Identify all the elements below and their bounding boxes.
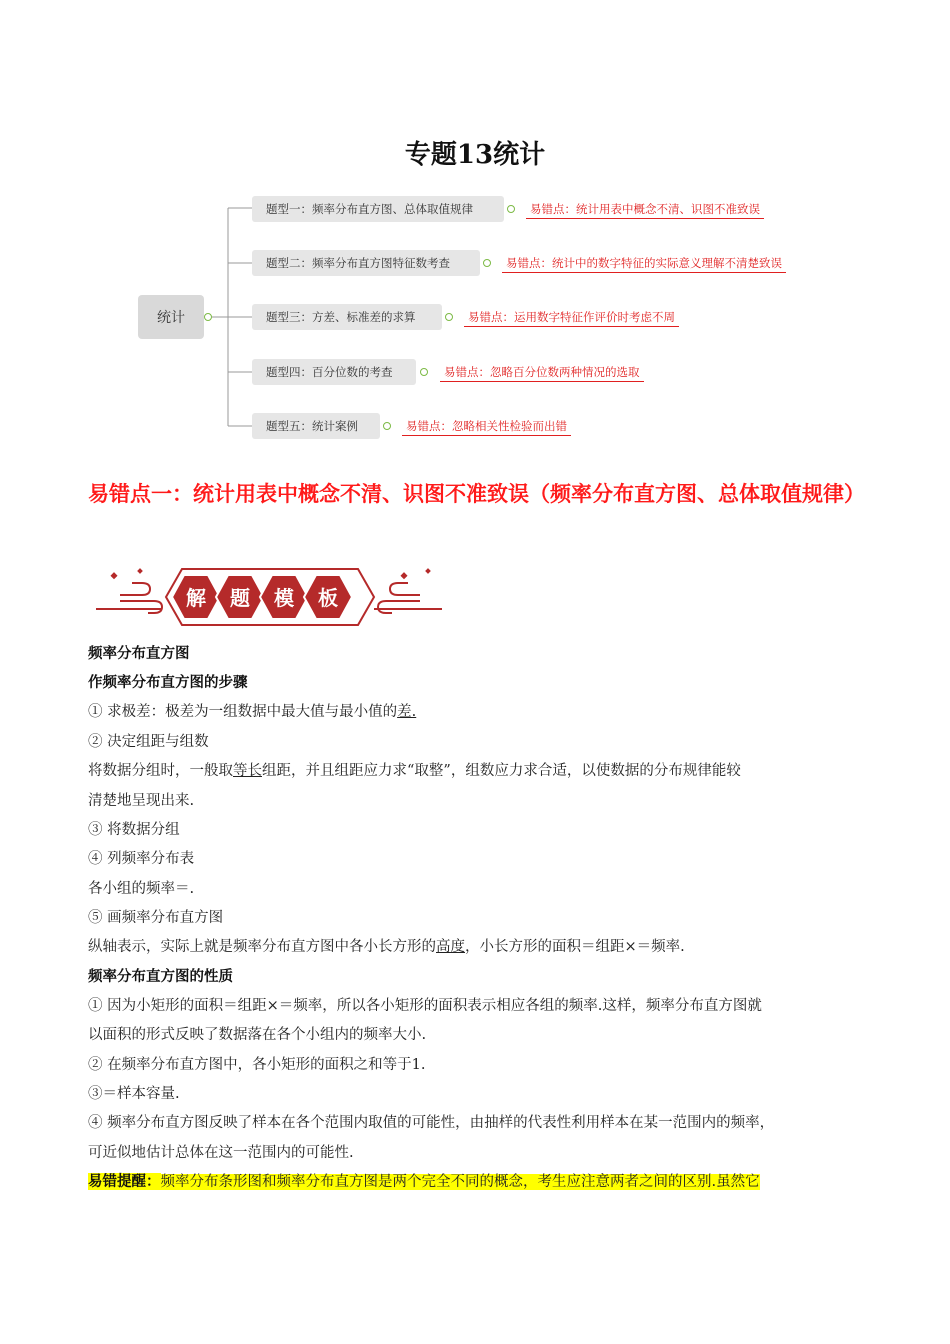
error-tip-text: 频率分布条形图和频率分布直方图是两个完全不同的概念，考生应注意两者之间的区别.虽然它 [160,1174,760,1190]
step-4-detail: 各小组的频率＝. [88,881,195,897]
step-2: ② 决定组距与组数 [88,734,209,750]
banner-decoration [90,565,450,627]
step-4: ④ 列频率分布表 [88,851,195,867]
section-heading: 易错点一：统计用表中概念不清、识图不准致误（频率分布直方图、总体取值规律） [88,482,865,506]
collapse-dot-icon [445,313,453,321]
page-title: 专题13统计 [404,140,546,170]
property-1-cont: 以面积的形式反映了数据落在各个小组内的频率大小. [88,1027,427,1043]
property-4-cont: 可近似地估计总体在这一范围内的可能性. [88,1145,354,1161]
error-tip-label: 易错提醒： [88,1173,161,1190]
collapse-dot-icon [204,313,212,321]
step-5-text-b: ，小长方形的面积＝组距×＝频率. [465,939,685,955]
step-2-text-a: 将数据分组时，一般取 [88,763,233,779]
banner-char-1: 解 [186,586,206,610]
mind-map-type-5: 题型五：统计案例 [252,413,380,439]
mind-map-root: 统计 [138,295,204,339]
mind-map-connectors [0,0,950,450]
step-5-detail [88,935,685,956]
subheading-histogram: 频率分布直方图 [88,645,190,662]
step-5: ⑤ 画频率分布直方图 [88,910,224,926]
step-1-underlined: 差. [397,704,417,720]
mind-map-error-5: 易错点：忽略相关性检验而出错 [402,418,571,436]
mind-map-error-2: 易错点：统计中的数字特征的实际意义理解不清楚致误 [502,255,786,273]
collapse-dot-icon [483,259,491,267]
collapse-dot-icon [507,205,515,213]
mind-map-type-4: 题型四：百分位数的考查 [252,359,416,385]
banner-char-3: 模 [274,586,294,610]
step-5-text-a: 纵轴表示，实际上就是频率分布直方图中各小长方形的 [88,939,436,955]
step-1 [88,700,416,721]
property-2: ② 在频率分布直方图中，各小矩形的面积之和等于1. [88,1057,426,1073]
collapse-dot-icon [420,368,428,376]
step-2-detail-cont: 清楚地呈现出来. [88,793,195,809]
step-2-underlined: 等长 [233,763,262,779]
banner-char-4: 板 [318,586,338,610]
subheading-steps: 作频率分布直方图的步骤 [88,674,248,691]
step-2-text-b: 组距，并且组距应力求“取整”，组数应力求合适，以使数据的分布规律能较 [262,763,741,779]
step-2-detail [88,759,741,780]
subheading-properties: 频率分布直方图的性质 [88,968,233,985]
template-banner [90,565,450,627]
mind-map-error-4: 易错点：忽略百分位数两种情况的选取 [440,364,644,382]
step-1-text: ① 求极差：极差为一组数据中最大值与最小值的 [88,704,398,720]
error-tip [88,1170,760,1191]
mind-map-type-2: 题型二：频率分布直方图特征数考查 [252,250,480,276]
property-3: ③＝样本容量. [88,1086,180,1102]
mind-map-type-1: 题型一：频率分布直方图、总体取值规律 [252,196,504,222]
step-5-underlined: 高度 [436,939,465,955]
property-4: ④ 频率分布直方图反映了样本在各个范围内取值的可能性，由抽样的代表性利用样本在某一范围内的频率， [88,1115,775,1131]
property-1: ① 因为小矩形的面积＝组距×＝频率，所以各小矩形的面积表示相应各组的频率.这样，频率分布直方图就 [88,998,762,1014]
mind-map-error-1: 易错点：统计用表中概念不清、识图不准致误 [526,201,764,219]
step-3: ③ 将数据分组 [88,822,180,838]
banner-char-2: 题 [230,586,250,610]
mind-map-error-3: 易错点：运用数字特征作评价时考虑不周 [464,309,679,327]
mind-map-type-3: 题型三：方差、标准差的求算 [252,304,442,330]
collapse-dot-icon [383,422,391,430]
